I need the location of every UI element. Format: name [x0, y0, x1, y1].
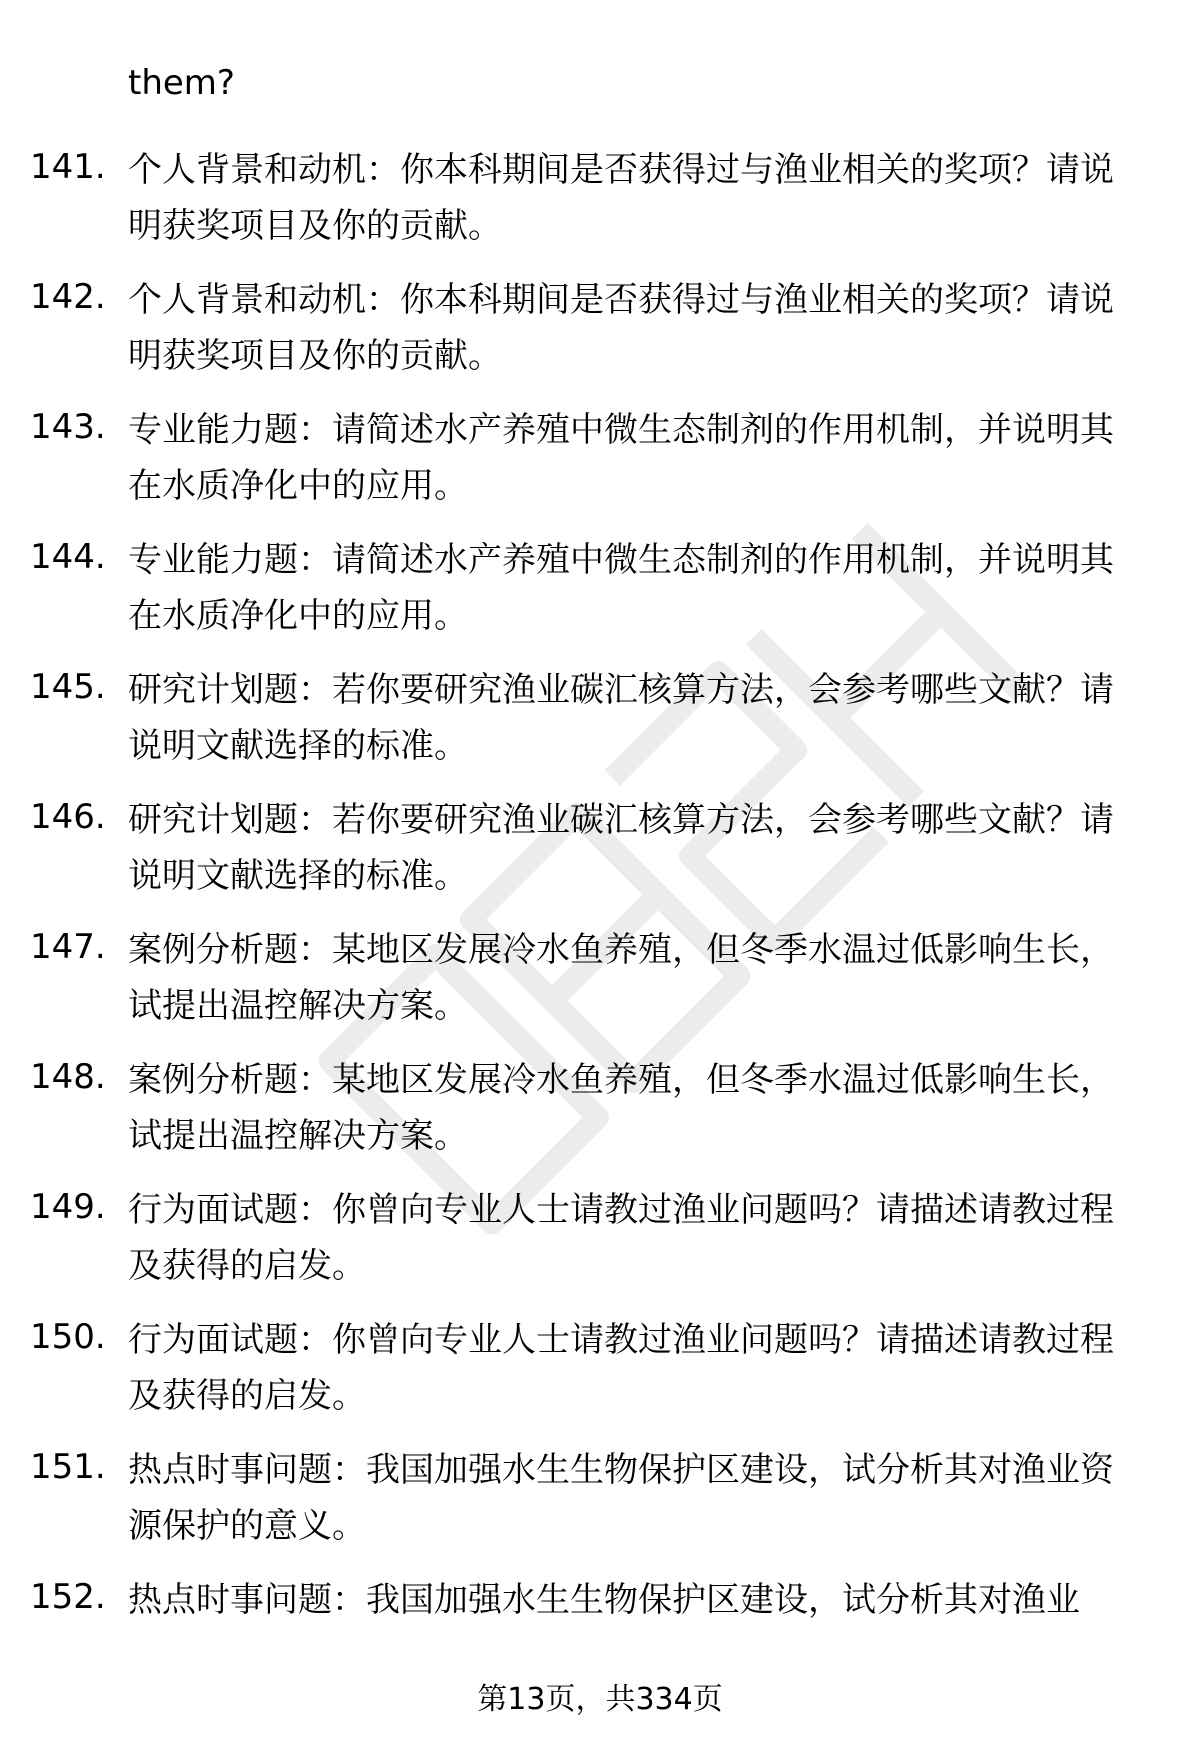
question-item — [0, 1312, 1200, 1442]
question-item — [0, 922, 1200, 1052]
question-text: 研究计划题：若你要研究渔业碳汇核算方法，会参考哪些文献？请说明文献选择的标准。 — [128, 800, 1114, 896]
question-text: 研究计划题：若你要研究渔业碳汇核算方法，会参考哪些文献？请说明文献选择的标准。 — [128, 670, 1114, 766]
question-item — [0, 272, 1200, 402]
question-item — [0, 792, 1200, 922]
question-number: 142. — [30, 277, 106, 317]
question-text: 热点时事问题：我国加强水生生物保护区建设，试分析其对渔业资源保护的意义。 — [128, 1450, 1114, 1546]
question-text: 案例分析题：某地区发展冷水鱼养殖，但冬季水温过低影响生长，试提出温控解决方案。 — [128, 1060, 1114, 1156]
question-number: 145. — [30, 667, 106, 707]
question-number: 144. — [30, 537, 106, 577]
question-text: 行为面试题：你曾向专业人士请教过渔业问题吗？请描述请教过程及获得的启发。 — [128, 1190, 1114, 1286]
question-item — [0, 1052, 1200, 1182]
question-text: 专业能力题：请简述水产养殖中微生态制剂的作用机制，并说明其在水质净化中的应用。 — [128, 410, 1114, 506]
question-text: 专业能力题：请简述水产养殖中微生态制剂的作用机制，并说明其在水质净化中的应用。 — [128, 540, 1114, 636]
question-number: 150. — [30, 1317, 106, 1357]
question-number: 147. — [30, 927, 106, 967]
question-item — [0, 142, 1200, 272]
question-number: 152. — [30, 1577, 106, 1617]
page-footer: 第13页，共334页 — [477, 1682, 723, 1717]
question-number: 141. — [30, 147, 106, 187]
question-number: 151. — [30, 1447, 106, 1487]
question-item — [0, 662, 1200, 792]
question-number: 143. — [30, 407, 106, 447]
question-item — [0, 532, 1200, 662]
question-item — [0, 1442, 1200, 1572]
question-item — [0, 1182, 1200, 1312]
question-list — [0, 142, 1200, 1702]
question-text: 热点时事问题：我国加强水生生物保护区建设，试分析其对渔业 — [128, 1580, 1080, 1620]
question-number: 148. — [30, 1057, 106, 1097]
question-text: 案例分析题：某地区发展冷水鱼养殖，但冬季水温过低影响生长，试提出温控解决方案。 — [128, 930, 1114, 1026]
question-item — [0, 402, 1200, 532]
question-text: 个人背景和动机：你本科期间是否获得过与渔业相关的奖项？请说明获奖项目及你的贡献。 — [128, 150, 1114, 246]
continuation-text: them? — [128, 63, 235, 103]
question-text: 行为面试题：你曾向专业人士请教过渔业问题吗？请描述请教过程及获得的启发。 — [128, 1320, 1114, 1416]
question-number: 146. — [30, 797, 106, 837]
question-number: 149. — [30, 1187, 106, 1227]
question-text: 个人背景和动机：你本科期间是否获得过与渔业相关的奖项？请说明获奖项目及你的贡献。 — [128, 280, 1114, 376]
